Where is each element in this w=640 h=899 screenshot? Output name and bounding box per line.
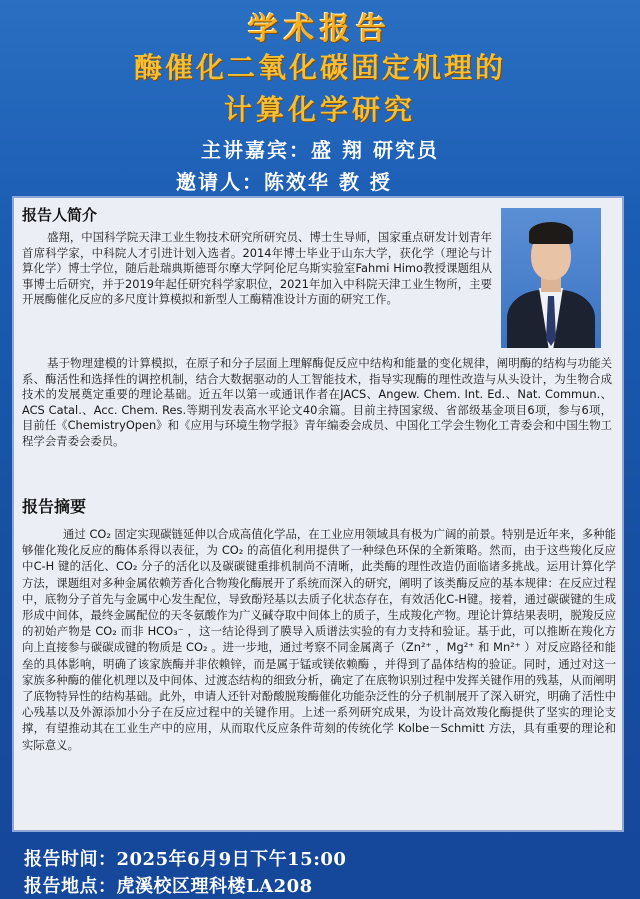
event-time: 报告时间：2025年6月9日下午15:00 <box>24 849 347 870</box>
bio-paragraph-2: 基于物理建模的计算模拟，在原子和分子层面上理解酶促反应中结构和能量的变化规律，阐明酶的结构与功能关系、酶活性和选择性的调控机制，结合大数据驱动的人工智能技术，指导实现酶的理性改造与从头设计，为生物合成技术的发展奠定重要的理论基础。近五年以第一或通讯作者在JACS、Angew. Chem. Int. Ed.、Nat. Commun.、ACS Catal.、Acc. Chem. Res.等期刊发表高水平论文40余篇。目前主持国家级、省部级基金项目6项，参与6项，目前任《ChemistryOpen》和《应用与环境生物学报》青年编委会成员、中国化工学会生物化工青委会和中国生物工程学会青委会委员。 <box>22 356 612 448</box>
event-location: 报告地点：虎溪校区理科楼LA208 <box>24 876 313 897</box>
talk-title-line-1: 酶催化二氧化碳固定机理的 <box>133 51 506 84</box>
host-line: 邀请人：陈效华 教 授 <box>176 170 392 194</box>
poster-heading: 学术报告 <box>248 12 392 47</box>
content-panel <box>12 196 624 832</box>
speaker-photo <box>501 208 601 348</box>
bio-paragraph-1: 盛翔，中国科学院天津工业生物技术研究所研究员、博士生导师，国家重点研发计划青年首席科学家，中科院人才引进计划入选者。2014年博士毕业于山东大学，获化学（理论与计算化学）博士学位，随后赴瑞典斯德哥尔摩大学阿伦尼乌斯实验室Fahmi Himo教授课题组从事博士后研究，并于2019年起任研究科学家职位，2021年加入中科院天津工业生物所，主要开展酶催化反应的多尺度计算模拟和新型人工酶精准设计方面的研究工作。 <box>22 230 492 306</box>
abstract-text: 通过 CO₂ 固定实现碳链延伸以合成高值化学品，在工业应用领域具有极为广阔的前景。特别是近年来，多种能够催化羧化反应的酶体系得以表征，为 CO₂ 的高值化利用提供了一种绿色环保的全新策略。然而，由于这些羧化反应中C-H 键的活化、CO₂ 分子的活化以及碳碳键重排机制尚不清晰，此类酶的理性改造仍面临诸多挑战。运用计算化学方法，课题组对多种金属依赖芳香化合物羧化酶展开了系统而深入的研究，阐明了该类酶反应的基本规律：在反应过程中，底物分子首先与金属中心发生配位，导致酚羟基以去质子化状态存在，有效活化C-H键。接着，通过碳碳键的生成形成中间体，最终金属配位的天冬氨酸作为广义碱夺取中间体上的质子，生成羧化产物。理论计算结果表明，脱羧反应的初始产物是 CO₂ 而非 HCO₃⁻ ，这一结论得到了膜导入质谱法实验的有力支持和验证。基于此，可以推断在羧化方向上直接参与碳碳成键的物质是 CO₂ 。进一步地，通过考察不同金属离子（Zn²⁺ ，Mg²⁺ 和 Mn²⁺ ）对反应路径和能垒的具体影响，明确了该家族酶并非依赖锌，而是属于锰或镁依赖酶 ，并得到了晶体结构的验证。同时，通过对这一家族多种酶的催化机理以及中间体、过渡态结构的细致分析，确定了在底物识别过程中发挥关键作用的残基，从而阐明了底物特异性的结构基础。此外，申请人还针对酚酸脱羧酶催化功能杂泛性的分子机制展开了深入研究，明确了活性中心残基以及外源添加小分子在反应过程中的关键作用。上述一系列研究成果，为设计高效羧化酶提供了坚实的理论支撑，有望推动其在工业生产中的应用，从而取代反应条件苛刻的传统化学 Kolbe－Schmitt 方法，具有重要的理论和实际意义。 <box>22 527 616 752</box>
abstract-section-title: 报告摘要 <box>22 497 87 516</box>
speaker-line: 主讲嘉宾：盛 翔 研究员 <box>201 138 439 162</box>
talk-title-line-2: 计算化学研究 <box>223 93 416 126</box>
bio-section-title: 报告人简介 <box>22 206 98 224</box>
